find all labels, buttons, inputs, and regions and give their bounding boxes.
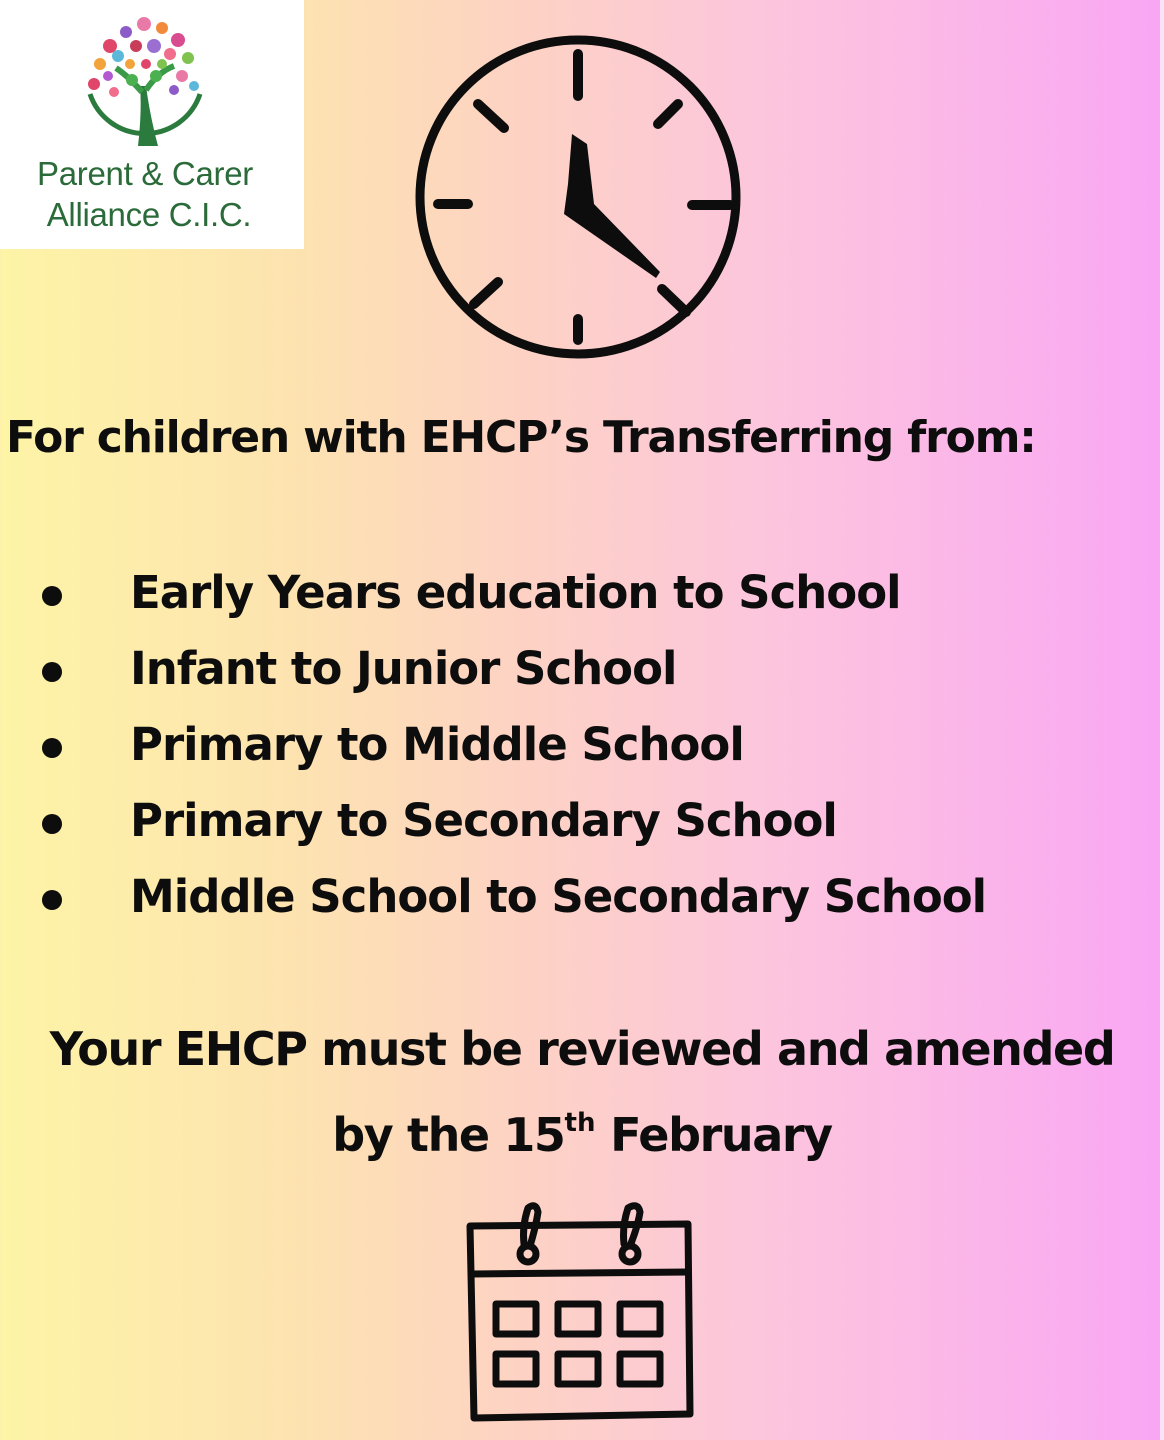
deadline-notice (0, 1012, 1164, 1172)
logo-text-line2: Alliance C.I.C. (46, 196, 252, 233)
calendar-icon (460, 1196, 700, 1426)
logo-text-line1: Parent & Carer (37, 155, 253, 192)
bullet-icon (42, 586, 62, 606)
bullet-icon (42, 662, 62, 682)
deadline-line2: by the 15th February (332, 1108, 832, 1162)
deadline-line1: Your EHCP must be reviewed and amended (49, 1022, 1115, 1076)
heading: For children with EHCP’s Transferring from: (6, 412, 1036, 463)
bullet-icon (42, 738, 62, 758)
clock-icon (412, 34, 748, 364)
ordinal-suffix: th (564, 1108, 596, 1138)
bullet-icon (42, 890, 62, 910)
logo (0, 0, 304, 249)
bullet-icon (42, 814, 62, 834)
right-edge-strip (1160, 0, 1164, 1440)
tree-of-hearts-icon (70, 6, 220, 154)
